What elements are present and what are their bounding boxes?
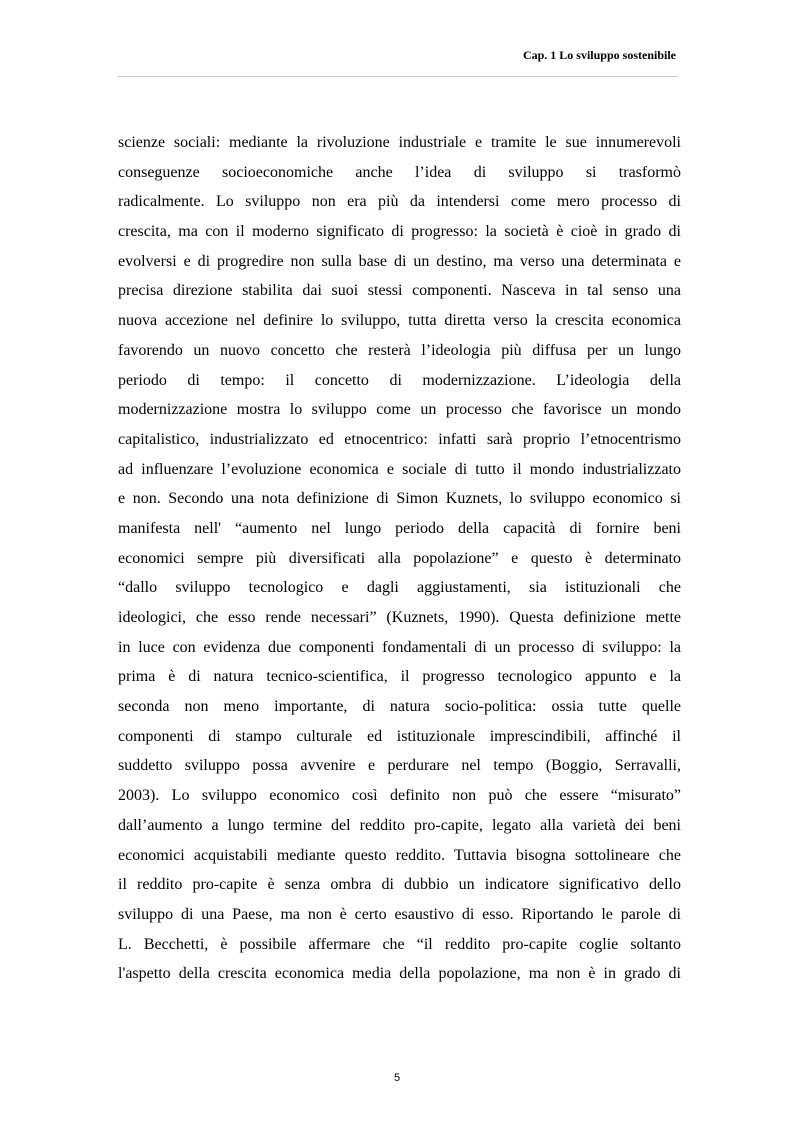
text-line: economici acquistabili mediante questo reddito. Tuttavia bisogna sottolineare che	[118, 846, 681, 864]
text-line: conseguenze socioeconomiche anche l’idea di sviluppo si trasformò	[118, 163, 681, 181]
text-line: crescita, ma con il moderno significato di progresso: la società è cioè in grado di	[118, 223, 681, 241]
text-line: precisa direzione stabilita dai suoi stessi componenti. Nasceva in tal senso una	[118, 282, 681, 300]
text-line: l'aspetto della crescita economica media della popolazione, ma non è in grado di	[118, 965, 681, 983]
text-line: evolversi e di progredire non sulla base di un destino, ma verso una determinata e	[118, 252, 681, 270]
text-line: periodo di tempo: il concetto di modernizzazione. L’ideologia della	[118, 371, 681, 389]
text-line: economici sempre più diversificati alla popolazione” e questo è determinato	[118, 549, 681, 567]
body-paragraph	[118, 128, 681, 989]
text-line: favorendo un nuovo concetto che resterà l’ideologia più diffusa per un lungo	[118, 341, 681, 359]
running-header: Cap. 1 Lo sviluppo sostenibile	[522, 48, 676, 62]
text-line: radicalmente. Lo sviluppo non era più da intendersi come mero processo di	[118, 193, 681, 211]
text-line: il reddito pro-capite è senza ombra di dubbio un indicatore significativo dello	[118, 876, 681, 894]
text-line: sviluppo di una Paese, ma non è certo esaustivo di esso. Riportando le parole di	[118, 905, 681, 923]
text-line: in luce con evidenza due componenti fondamentali di un processo di sviluppo: la	[118, 638, 681, 656]
header-divider	[118, 76, 678, 77]
page-number: 5	[393, 1072, 401, 1084]
text-line: ideologici, che esso rende necessari” (Kuznets, 1990). Questa definizione mette	[118, 609, 681, 626]
text-line: ad influenzare l’evoluzione economica e sociale di tutto il mondo industrializzato	[118, 460, 681, 478]
text-line: L. Becchetti, è possibile affermare che “il reddito pro-capite coglie soltanto	[118, 935, 681, 953]
text-line: componenti di stampo culturale ed istituzionale imprescindibili, affinché il	[118, 727, 681, 745]
text-line: manifesta nell' “aumento nel lungo periodo della capacità di fornire beni	[118, 519, 681, 537]
text-line: 2003). Lo sviluppo economico così definito non può che essere “misurato”	[118, 787, 681, 805]
text-line: seconda non meno importante, di natura socio-politica: ossia tutte quelle	[118, 698, 681, 716]
text-line: nuova accezione nel definire lo sviluppo, tutta diretta verso la crescita economica	[118, 312, 681, 330]
text-line: capitalistico, industrializzato ed etnocentrico: infatti sarà proprio l’etnocentrismo	[118, 430, 681, 448]
text-line: modernizzazione mostra lo sviluppo come un processo che favorisce un mondo	[118, 401, 681, 419]
text-line: e non. Secondo una nota definizione di Simon Kuznets, lo sviluppo economico si	[118, 490, 681, 508]
text-line: prima è di natura tecnico-scientifica, il progresso tecnologico appunto e la	[118, 668, 681, 686]
text-line: scienze sociali: mediante la rivoluzione industriale e tramite le sue innumerevoli	[118, 134, 681, 151]
text-line: dall’aumento a lungo termine del reddito pro-capite, legato alla varietà dei beni	[118, 816, 681, 834]
text-line: suddetto sviluppo possa avvenire e perdurare nel tempo (Boggio, Serravalli,	[118, 757, 681, 775]
text-line: “dallo sviluppo tecnologico e dagli aggiustamenti, sia istituzionali che	[118, 579, 681, 597]
